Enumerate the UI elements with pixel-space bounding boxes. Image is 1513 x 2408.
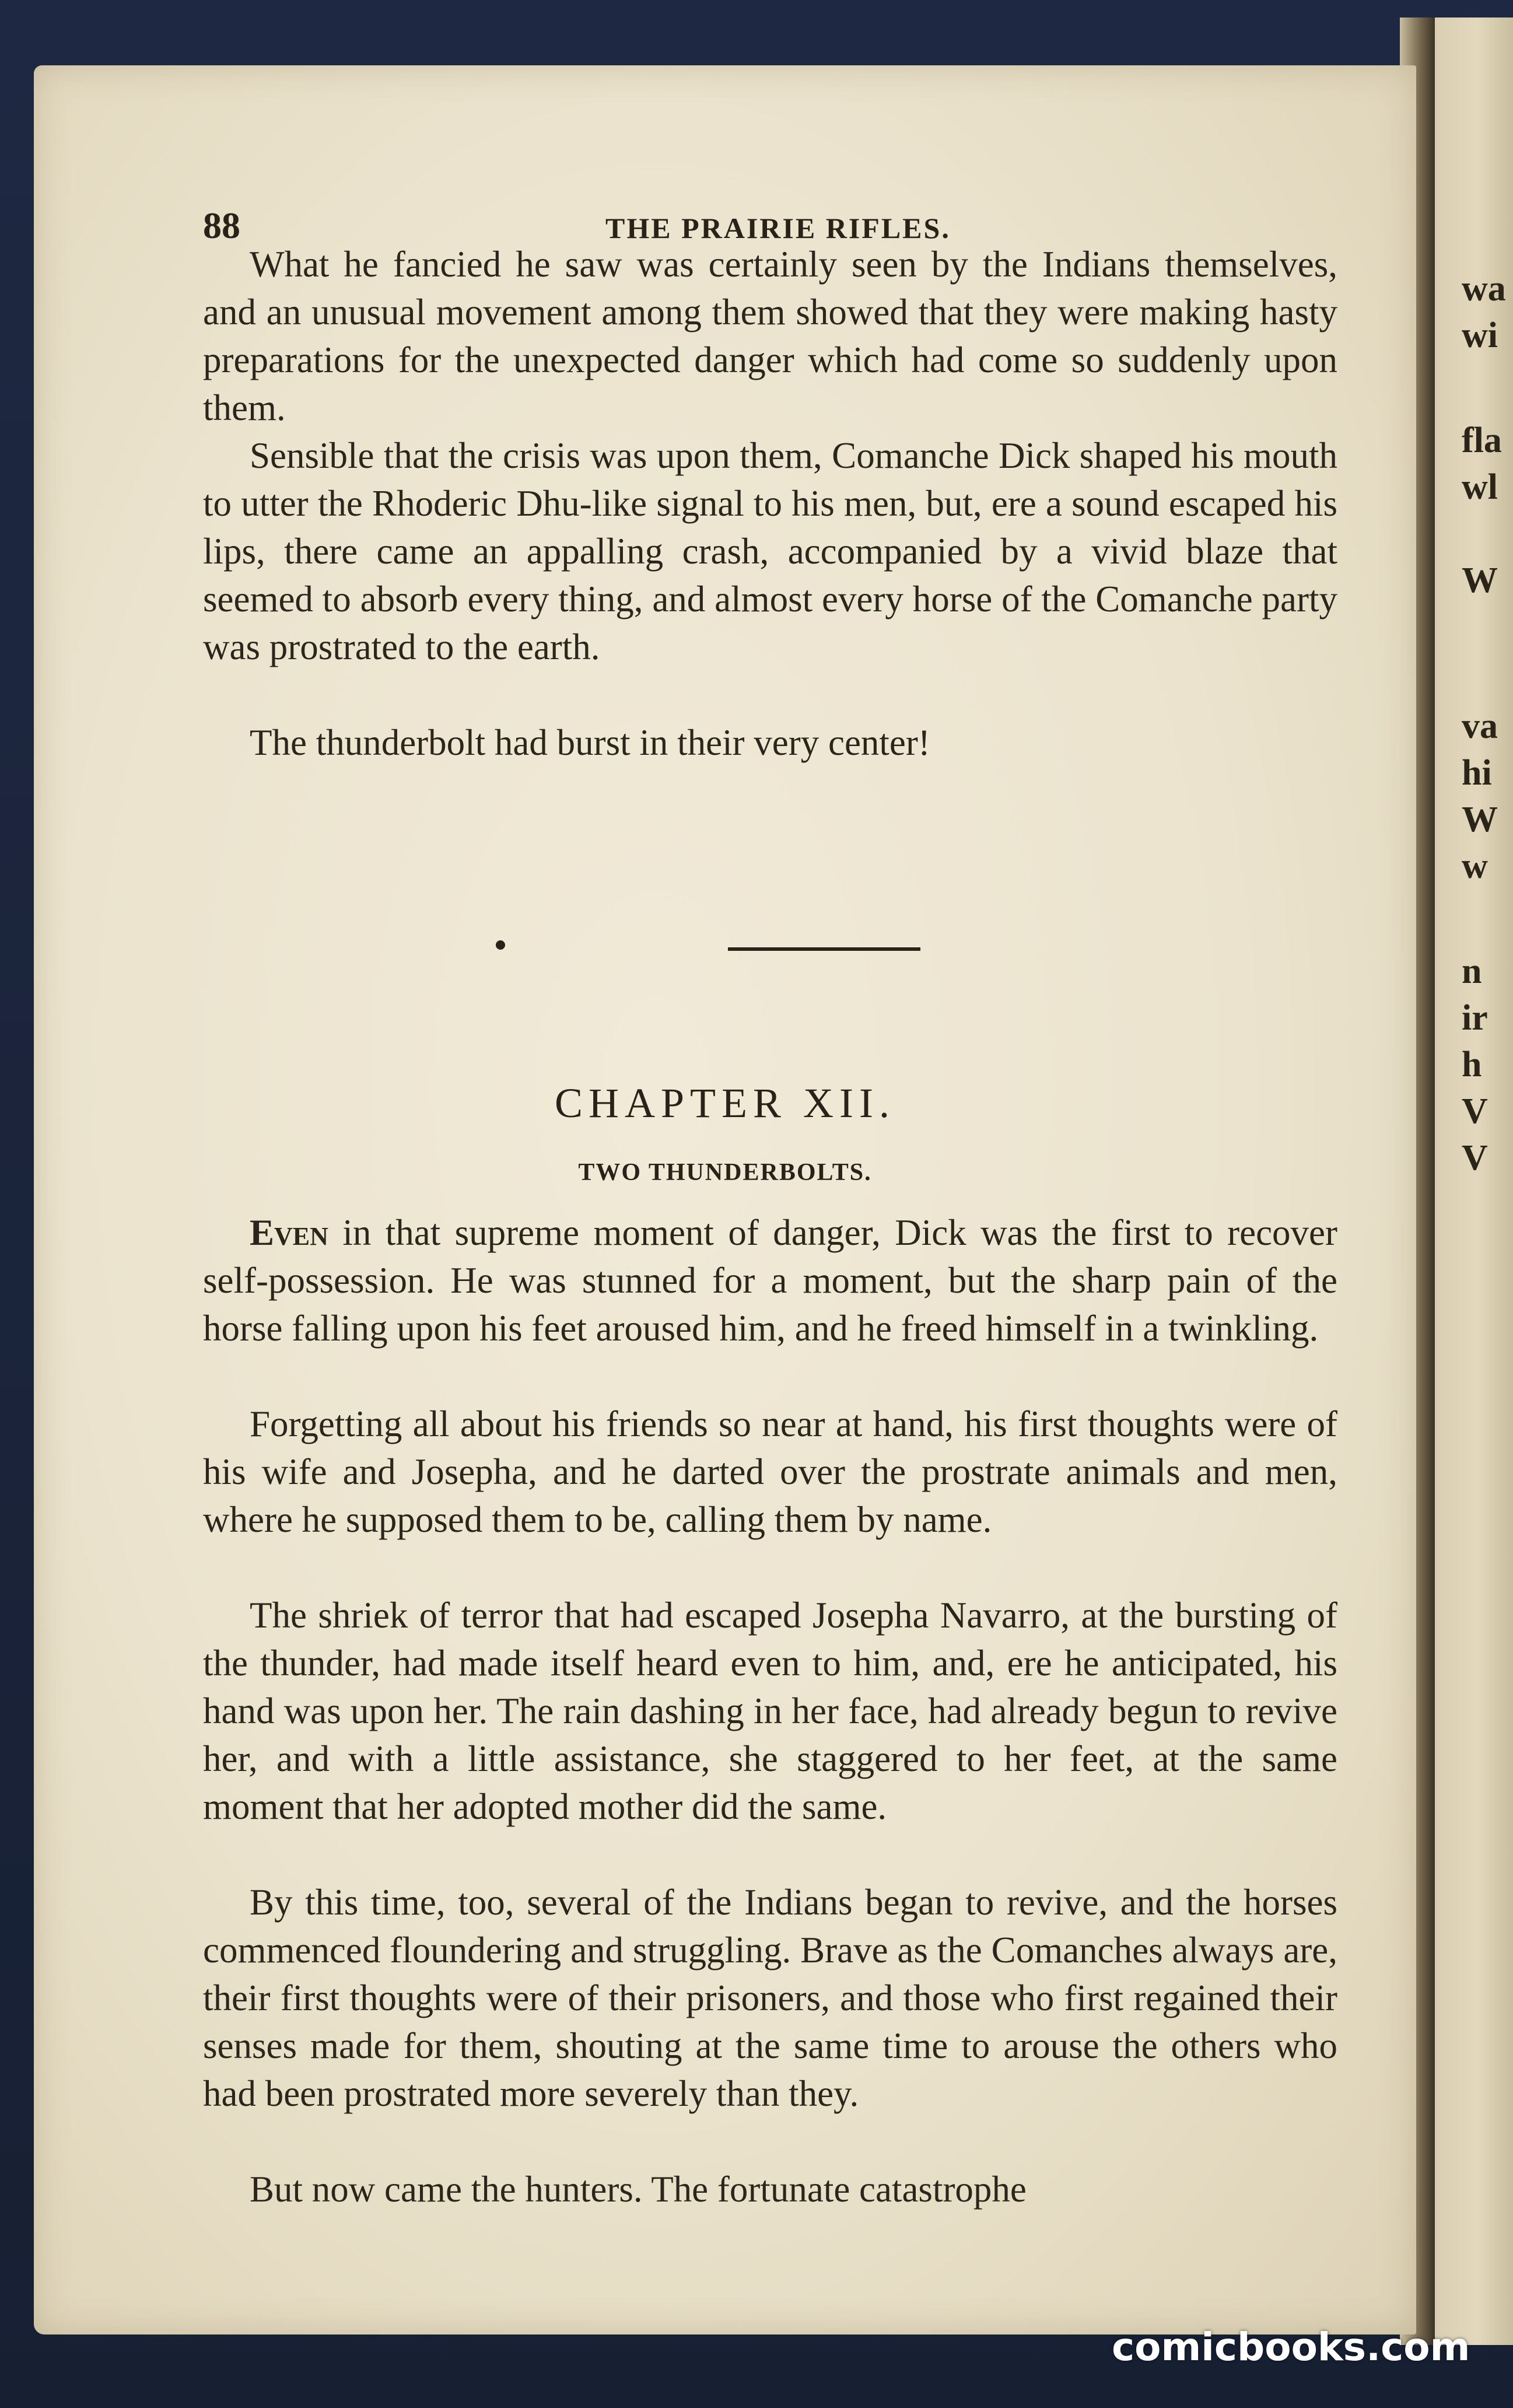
opening-word: Even xyxy=(250,1212,328,1253)
paragraph-opening xyxy=(203,1209,1337,1352)
facing-page-fragment: ir xyxy=(1462,998,1488,1038)
book-page xyxy=(34,65,1416,2334)
paragraph: Sensible that the crisis was upon them, Comanche Dick shaped his mouth to utter the Rhoderic Dhu-like signal to his men, but, ere a sound escaped his lips, there came an appalling crash, accompanied by a vivid blaze that seemed to absorb every thing, and almost every horse of the Comanche party was prostrated to the earth. xyxy=(203,435,1337,667)
facing-page-fragment: w xyxy=(1462,846,1488,886)
facing-page-fragment: fla xyxy=(1462,421,1502,460)
paragraph-emphasis: The thunderbolt had burst in their very center! xyxy=(250,722,930,763)
watermark: comicbooks.com xyxy=(1112,2325,1470,2370)
facing-page-fragment: wl xyxy=(1462,467,1498,507)
chapter-subtitle: TWO THUNDERBOLTS. xyxy=(578,1159,872,1186)
paragraph: The shriek of terror that had escaped Josepha Navarro, at the bursting of the thunder, had made itself heard even to him, and, ere he anticipated, his hand was upon her. The rain dashing in her face, had already begun to revive her, and with a little assistance, she staggered to her feet, at the same moment that her adopted mother did the same. xyxy=(203,1595,1337,1827)
facing-page-fragment: n xyxy=(1462,951,1482,991)
facing-page-fragment: va xyxy=(1462,706,1498,746)
chapter-heading: CHAPTER XII. xyxy=(555,1080,895,1126)
facing-page-fragment: V xyxy=(1462,1138,1488,1178)
section-divider xyxy=(728,947,920,951)
page-number: 88 xyxy=(203,205,240,246)
facing-page-fragment: W xyxy=(1462,561,1498,600)
facing-page-fragment: h xyxy=(1462,1045,1482,1084)
paragraph: By this time, too, several of the Indians began to revive, and the horses commenced floundering and struggling. Brave as the Comanches always are, their first thoughts were of their prisoners, and those who first regained their senses made for them, shouting at the same time to arouse the others who had been prostrated more severely than they. xyxy=(203,1882,1337,2114)
facing-page-fragment: wa xyxy=(1462,269,1506,309)
facing-page-edge xyxy=(1423,18,1513,2345)
ornament-dot xyxy=(496,940,505,950)
paragraph: But now came the hunters. The fortunate catastrophe xyxy=(250,2169,1027,2210)
facing-page-fragment: W xyxy=(1462,800,1498,839)
paragraph: Forgetting all about his friends so near at hand, his first thoughts were of his wife and Josepha, and he darted over the prostrate animals and men, where he supposed them to be, calling them by name. xyxy=(203,1404,1337,1540)
running-title: THE PRAIRIE RIFLES. xyxy=(605,212,951,244)
opening-text: in that supreme moment of danger, Dick was the first to recover self-possession. He was stunned for a moment, but the sharp pain of the horse falling upon his feet aroused him, and he freed himself in a twinkling. xyxy=(203,1212,1337,1349)
facing-page-fragment: V xyxy=(1462,1091,1488,1131)
facing-page-fragment: wi xyxy=(1462,316,1498,355)
paragraph: What he fancied he saw was certainly seen by the Indians themselves, and an unusual movement among them showed that they were making hasty preparations for the unexpected danger which had come so suddenly upon them. xyxy=(203,244,1337,428)
facing-page-fragment: hi xyxy=(1462,753,1492,793)
